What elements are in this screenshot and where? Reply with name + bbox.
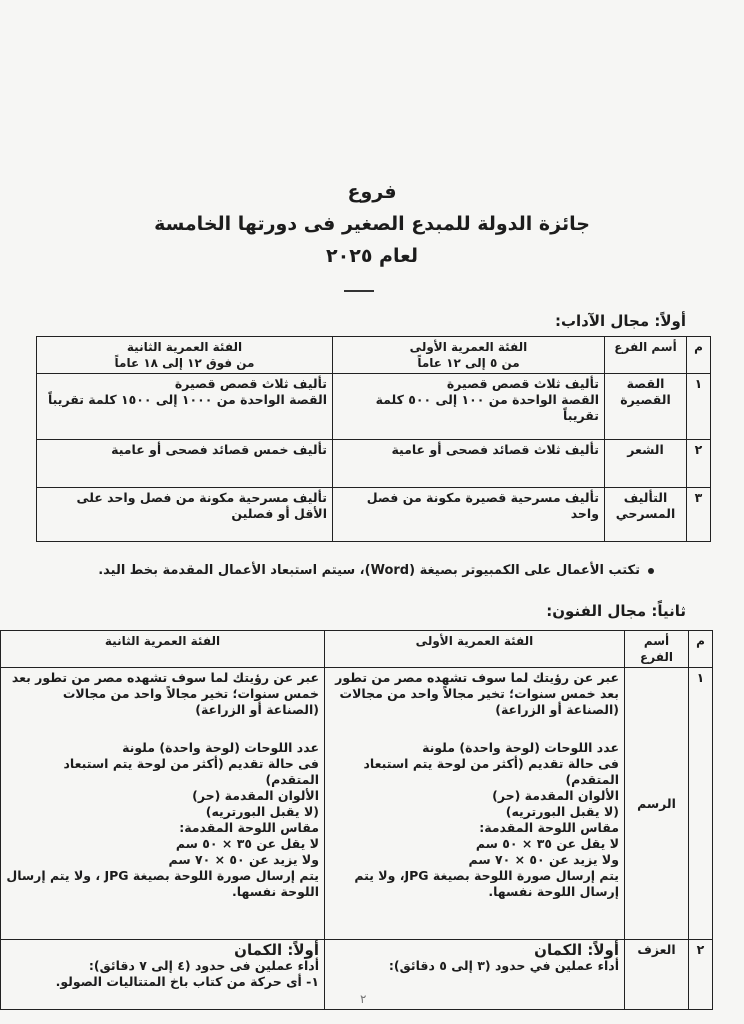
row-group2: تأليف خمس قصائد فصحى أو عامية xyxy=(37,440,333,488)
row-group1: تأليف مسرحية قصيرة مكونة من فصل واحد xyxy=(333,488,605,542)
row-num: ١ xyxy=(689,668,713,940)
col-group1-header: الفئة العمرية الأولى xyxy=(325,631,625,668)
violin-heading: أولاً: الكمان xyxy=(234,941,319,959)
violin-heading: أولاً: الكمان xyxy=(534,941,619,959)
title-line-3: لعام ٢٠٢٥ xyxy=(326,245,418,267)
violin-text: أداء عملين في حدود (٣ إلى ٥ دقائق): xyxy=(388,958,619,973)
table-row xyxy=(1,668,713,940)
table-row xyxy=(1,940,713,1010)
row-group2: تأليف مسرحية مكونة من فصل واحد على الأقل أو فصلين xyxy=(37,488,333,542)
row-branch: القصة القصيرة xyxy=(605,374,687,440)
row-group1: تأليف ثلاث قصص قصيرة القصة الواحدة من ١٠٠ إلى ٥٠٠ كلمة تقريباً xyxy=(333,374,605,440)
drawing-rules-text: عدد اللوحات (لوحة واحدة) ملونة فى حالة تقديم (أكثر من لوحة يتم استبعاد المتقدم) الألوان المقدمة (حر) (لا يقبل البورتريه) مقاس اللوحة المقدمة: لا يقل عن ٣٥ × ٥٠ سم ولا يزيد عن ٥٠ × ٧٠ سم يتم إرسال صورة اللوحة بصيغة JPG، ولا يتم إرسال اللوحة نفسها. xyxy=(354,740,619,899)
row-num: ٢ xyxy=(689,940,713,1010)
row-branch: العزف xyxy=(625,940,689,1010)
row-group2: تأليف ثلاث قصص قصيرة القصة الواحدة من ١٠٠٠ إلى ١٥٠٠ كلمة تقريباً xyxy=(37,374,333,440)
title-line-2: جائزة الدولة للمبدع الصغير فى دورتها الخامسة xyxy=(154,213,590,235)
title-separator xyxy=(344,290,374,292)
drawing-theme-text: عبر عن رؤيتك لما سوف تشهده مصر من تطور بعد خمس سنوات؛ تخير مجالاً واحد من مجالات (الصناعة أو الزراعة) xyxy=(335,670,619,717)
title-line-1: فروع xyxy=(347,181,397,203)
row-branch: الشعر xyxy=(605,440,687,488)
drawing-theme-text: عبر عن رؤيتك لما سوف تشهده مصر من تطور بعد خمس سنوات؛ تخير مجالاً واحد من مجالات (الصناعة أو الزراعة) xyxy=(11,670,319,717)
violin-text: أداء عملين فى حدود (٤ إلى ٧ دقائق): ١- أى حركة من كتاب باخ المتتاليات الصولو. xyxy=(55,958,319,989)
group2-title: الفئة العمرية الثانية xyxy=(126,340,243,354)
table-row xyxy=(37,440,711,488)
group1-range: من ٥ إلى ١٢ عاماً xyxy=(417,356,520,370)
row-num: ١ xyxy=(687,374,711,440)
group1-title: الفئة العمرية الأولى xyxy=(409,340,528,354)
row-branch: الرسم xyxy=(625,668,689,940)
col-group1-header xyxy=(333,337,605,374)
submission-note xyxy=(98,563,654,578)
col-branch-header: أسم الفرع xyxy=(625,631,689,668)
document-title xyxy=(0,176,744,272)
bullet-icon xyxy=(648,568,654,574)
arts-table xyxy=(0,630,713,1010)
page-number: ٢ xyxy=(360,992,367,1006)
section-arts-heading: ثانياً: مجال الفنون: xyxy=(546,602,686,620)
col-num-header: م xyxy=(687,337,711,374)
row-group1 xyxy=(325,940,625,1010)
submission-note-text: تكتب الأعمال على الكمبيوتر بصيغة (Word)، سيتم استبعاد الأعمال المقدمة بخط اليد. xyxy=(98,563,640,578)
row-branch: التأليف المسرحي xyxy=(605,488,687,542)
literature-table xyxy=(36,336,711,542)
group2-range: من فوق ١٢ إلى ١٨ عاماً xyxy=(114,356,255,370)
col-num-header: م xyxy=(689,631,713,668)
section-literature-heading: أولاً: مجال الآداب: xyxy=(554,312,686,330)
row-group1: تأليف ثلاث قصائد فصحى أو عامية xyxy=(333,440,605,488)
row-group2 xyxy=(1,940,325,1010)
row-num: ٣ xyxy=(687,488,711,542)
row-group2 xyxy=(1,668,325,940)
col-group2-header xyxy=(37,337,333,374)
row-group1 xyxy=(325,668,625,940)
col-branch-header: أسم الفرع xyxy=(605,337,687,374)
drawing-rules-text: عدد اللوحات (لوحة واحدة) ملونة فى حالة تقديم (أكثر من لوحة يتم استبعاد المتقدم) الألوان المقدمة (حر) (لا يقبل البورتريه) مقاس اللوحة المقدمة: لا يقل عن ٣٥ × ٥٠ سم ولا يزيد عن ٥٠ × ٧٠ سم يتم إرسال صورة اللوحة بصيغة JPG ، ولا يتم إرسال اللوحة نفسها. xyxy=(6,740,319,899)
table-row xyxy=(37,488,711,542)
col-group2-header: الفئة العمرية الثانية xyxy=(1,631,325,668)
table-row xyxy=(37,374,711,440)
arts-header-row xyxy=(1,631,713,668)
row-num: ٢ xyxy=(687,440,711,488)
literature-header-row xyxy=(37,337,711,374)
